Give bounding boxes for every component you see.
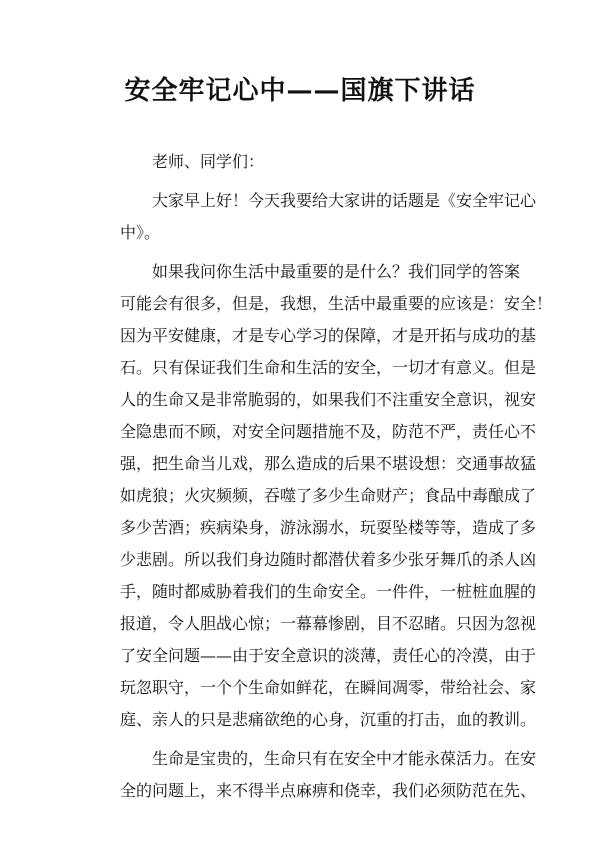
paragraph-line: 全隐患而不顾，对安全问题措施不及，防范不严，责任心不: [120, 422, 537, 441]
paragraph-line: 手，随时都威胁着我们的生命安全。一件件，一桩桩血腥的: [120, 582, 537, 601]
paragraph-line: 少悲剧。所以我们身边随时都潜伏着多少张牙舞爪的杀人凶: [120, 550, 537, 569]
paragraph-line: 玩忽职守，一个个生命如鲜花，在瞬间凋零，带给社会、家: [120, 678, 537, 697]
paragraph-line: 石。只有保证我们生命和生活的安全，一切才有意义。但是: [120, 358, 537, 377]
paragraph-line: 报道，令人胆战心惊；一幕幕惨剧，目不忍睹。只因为忽视: [120, 614, 537, 633]
page-title: 安全牢记心中——国旗下讲话: [124, 76, 476, 106]
paragraph-line: 强，把生命当儿戏，那么造成的后果不堪设想：交通事故猛: [120, 454, 537, 473]
paragraph-2: [120, 256, 553, 736]
paragraph-line: 可能会有很多，但是，我想，生活中最重要的应该是：安全！: [120, 294, 553, 313]
salutation-text: 老师、同学们：: [152, 152, 265, 171]
paragraph-3: [120, 743, 537, 807]
paragraph-line: 如果我问你生活中最重要的是什么？我们同学的答案: [152, 262, 521, 281]
paragraph-line: 了安全问题——由于安全意识的淡薄，责任心的冷漠，由于: [120, 646, 537, 665]
paragraph-line: 多少苦酒；疾病染身，游泳溺水，玩耍坠楼等等，造成了多: [120, 518, 537, 537]
paragraph-line: 全的问题上，来不得半点麻痹和侥幸，我们必须防范在先、: [120, 781, 537, 800]
paragraph-line: 中》。: [120, 223, 161, 242]
paragraph-line: 生命是宝贵的，生命只有在安全中才能永葆活力。在安: [152, 749, 537, 768]
paragraph-line: 庭、亲人的只是悲痛欲绝的心身，沉重的打击，血的教训。: [120, 710, 537, 729]
paragraph-line: 因为平安健康，才是专心学习的保障，才是开拓与成功的基: [120, 326, 537, 345]
speech-body: [120, 146, 553, 814]
salutation: [120, 146, 520, 178]
paragraph-line: 大家早上好！今天我要给大家讲的话题是《安全牢记心: [152, 191, 537, 210]
paragraph-line: 人的生命又是非常脆弱的，如果我们不注重安全意识，视安: [120, 390, 537, 409]
paragraph-1: [120, 185, 537, 249]
paragraph-line: 如虎狼；火灾频频，吞噬了多少生命财产；食品中毒酿成了: [120, 486, 537, 505]
